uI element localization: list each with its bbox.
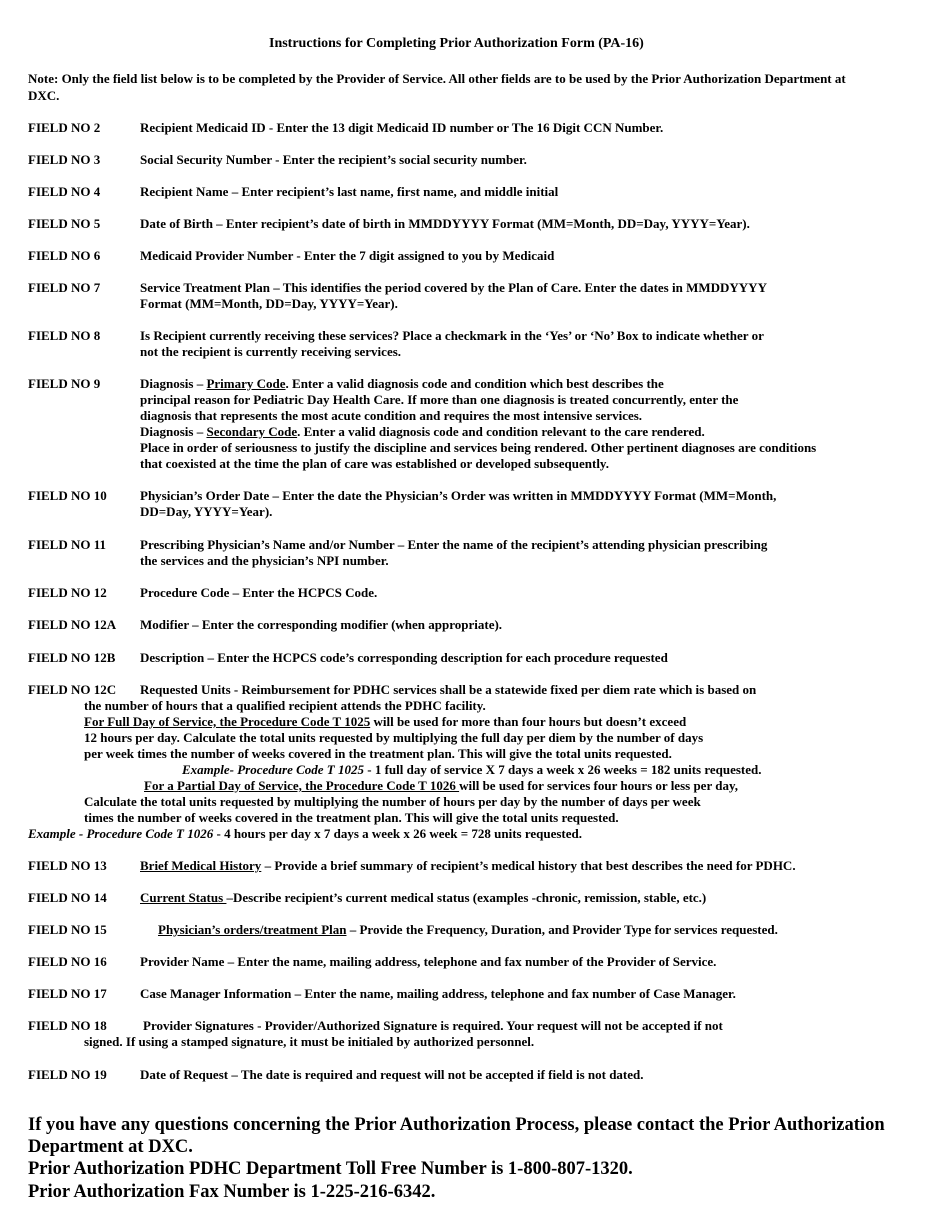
field-3-label: FIELD NO 3 <box>28 152 101 167</box>
field-2-text: Recipient Medicaid ID - Enter the 13 digit Medicaid ID number or The 16 Digit CCN Number. <box>140 120 664 135</box>
field-17-text: Case Manager Information – Enter the name, mailing address, telephone and fax number of Case Manager. <box>140 986 736 1001</box>
full-day-underlined: For Full Day of Service, the Procedure Code T 1025 <box>84 714 371 729</box>
field-12a-text: Modifier – Enter the corresponding modifier (when appropriate). <box>140 617 503 632</box>
field-18-text-line-1: Provider Signatures - Provider/Authorized Signature is required. Your request will not be accepted if not <box>143 1018 723 1033</box>
field-15-label: FIELD NO 15 <box>28 922 107 937</box>
field-14-text: Current Status –Describe recipient’s current medical status (examples -chronic, remission, stable, etc.) <box>140 890 707 905</box>
field-9-line-1: Diagnosis – Primary Code. Enter a valid diagnosis code and condition which best describes the <box>140 376 664 391</box>
field-9-line-5: Place in order of seriousness to justify the discipline and services being rendered. Other pertinent diagnoses are conditions <box>140 440 817 455</box>
field-3-text: Social Security Number - Enter the recipient’s social security number. <box>140 152 527 167</box>
field-17-label: FIELD NO 17 <box>28 986 107 1001</box>
field-12c-line-1: Requested Units - Reimbursement for PDHC services shall be a statewide fixed per diem rate which is based on <box>140 682 757 697</box>
field-8-text-line-1: Is Recipient currently receiving these services? Place a checkmark in the ‘Yes’ or ‘No’ Box to indicate whether or <box>140 328 764 343</box>
field-18-text-line-2: signed. If using a stamped signature, it must be initialed by authorized personnel. <box>84 1034 535 1049</box>
page-title: Instructions for Completing Prior Authorization Form (PA-16) <box>269 36 644 51</box>
example-t1026: Example - Procedure Code T 1026 - 4 hours per day x 7 days a week x 26 week = 728 units requested. <box>28 826 583 841</box>
field-19-label: FIELD NO 19 <box>28 1067 107 1082</box>
field-12c-line-3: For Full Day of Service, the Procedure Code T 1025 will be used for more than four hours but doesn’t exceed <box>84 714 687 729</box>
field-18-label: FIELD NO 18 <box>28 1018 107 1033</box>
field-7-text-line-1: Service Treatment Plan – This identifies the period covered by the Plan of Care. Enter the dates in MMDDYYYY <box>140 280 767 295</box>
partial-day-underlined: For a Partial Day of Service, the Procedure Code T 1026 <box>144 778 460 793</box>
field-8-label: FIELD NO 8 <box>28 328 101 343</box>
field-11-text-line-2: the services and the physician’s NPI number. <box>140 553 389 568</box>
field-7-text-line-2: Format (MM=Month, DD=Day, YYYY=Year). <box>140 296 398 311</box>
field-12c-line-4: 12 hours per day. Calculate the total units requested by multiplying the full day per diem by the number of days <box>84 730 704 745</box>
field-4-label: FIELD NO 4 <box>28 184 101 199</box>
field-11-text-line-1: Prescribing Physician’s Name and/or Number – Enter the name of the recipient’s attending physician prescribing <box>140 537 768 552</box>
field-13-text: Brief Medical History – Provide a brief summary of recipient’s medical history that best describes the need for PDHC. <box>140 858 796 873</box>
field-5-text: Date of Birth – Enter recipient’s date of birth in MMDDYYYY Format (MM=Month, DD=Day, YYYY=Year). <box>140 216 750 231</box>
field-12c-label: FIELD NO 12C <box>28 682 117 697</box>
field-12-label: FIELD NO 12 <box>28 585 107 600</box>
field-16-text: Provider Name – Enter the name, mailing address, telephone and fax number of the Provider of Service. <box>140 954 717 969</box>
field-8-text-line-2: not the recipient is currently receiving services. <box>140 344 402 359</box>
primary-code-underlined: Primary Code <box>206 376 286 391</box>
field-14-label: FIELD NO 14 <box>28 890 107 905</box>
example-t1025: Example- Procedure Code T 1025 - 1 full day of service X 7 days a week x 26 weeks = 182 units requested. <box>182 762 762 777</box>
field-9-line-6: that coexisted at the time the plan of care was established or developed subsequently. <box>140 456 609 471</box>
footer-fax-number: Prior Authorization Fax Number is 1-225-216-6342. <box>28 1182 436 1202</box>
field-19-text: Date of Request – The date is required and request will not be accepted if field is not dated. <box>140 1067 644 1082</box>
field-16-label: FIELD NO 16 <box>28 954 107 969</box>
field-12b-label: FIELD NO 12B <box>28 650 116 665</box>
field-10-label: FIELD NO 10 <box>28 488 107 503</box>
field-9-label: FIELD NO 9 <box>28 376 101 391</box>
field-7-label: FIELD NO 7 <box>28 280 101 295</box>
footer-line-1: If you have any questions concerning the Prior Authorization Process, please contact the Prior Authorization <box>28 1115 885 1135</box>
footer-toll-free-number: Prior Authorization PDHC Department Toll Free Number is 1-800-807-1320. <box>28 1159 633 1179</box>
field-5-label: FIELD NO 5 <box>28 216 101 231</box>
field-6-label: FIELD NO 6 <box>28 248 101 263</box>
field-15-text: Physician’s orders/treatment Plan – Provide the Frequency, Duration, and Provider Type for services requested. <box>158 922 778 937</box>
field-11-label: FIELD NO 11 <box>28 537 107 552</box>
field-12b-text: Description – Enter the HCPCS code’s corresponding description for each procedure requested <box>140 650 668 665</box>
field-2-label: FIELD NO 2 <box>28 120 101 135</box>
field-4-text: Recipient Name – Enter recipient’s last name, first name, and middle initial <box>140 184 559 199</box>
field-10-text-line-1: Physician’s Order Date – Enter the date the Physician’s Order was written in MMDDYYYY Format (MM=Month, <box>140 488 777 503</box>
note-line-1: Note: Only the field list below is to be completed by the Provider of Service. All other fields are to be used by the Prior Authorization Department at <box>28 71 846 86</box>
field-12c-line-7: For a Partial Day of Service, the Procedure Code T 1026 will be used for services four hours or less per day, <box>144 778 738 793</box>
field-13-label: FIELD NO 13 <box>28 858 107 873</box>
field-12c-line-9: times the number of weeks covered in the treatment plan. This will give the total units requested. <box>84 810 619 825</box>
field-9-line-3: diagnosis that represents the most acute condition and requires the most intensive services. <box>140 408 643 423</box>
field-10-text-line-2: DD=Day, YYYY=Year). <box>140 504 273 519</box>
field-6-text: Medicaid Provider Number - Enter the 7 digit assigned to you by Medicaid <box>140 248 555 263</box>
field-9-line-2: principal reason for Pediatric Day Health Care. If more than one diagnosis is treated concurrently, enter the <box>140 392 739 407</box>
field-12c-line-5: per week times the number of weeks covered in the treatment plan. This will give the total units requested. <box>84 746 672 761</box>
footer-line-2: Department at DXC. <box>28 1137 193 1157</box>
field-12-text: Procedure Code – Enter the HCPCS Code. <box>140 585 378 600</box>
field-12c-line-2: the number of hours that a qualified recipient attends the PDHC facility. <box>84 698 486 713</box>
field-12a-label: FIELD NO 12A <box>28 617 117 632</box>
note-line-2: DXC. <box>28 88 60 103</box>
field-12c-line-8: Calculate the total units requested by multiplying the number of hours per day by the number of days per week <box>84 794 701 809</box>
secondary-code-underlined: Secondary Code <box>206 424 298 439</box>
field-9-line-4: Diagnosis – Secondary Code. Enter a valid diagnosis code and condition relevant to the care rendered. <box>140 424 705 439</box>
